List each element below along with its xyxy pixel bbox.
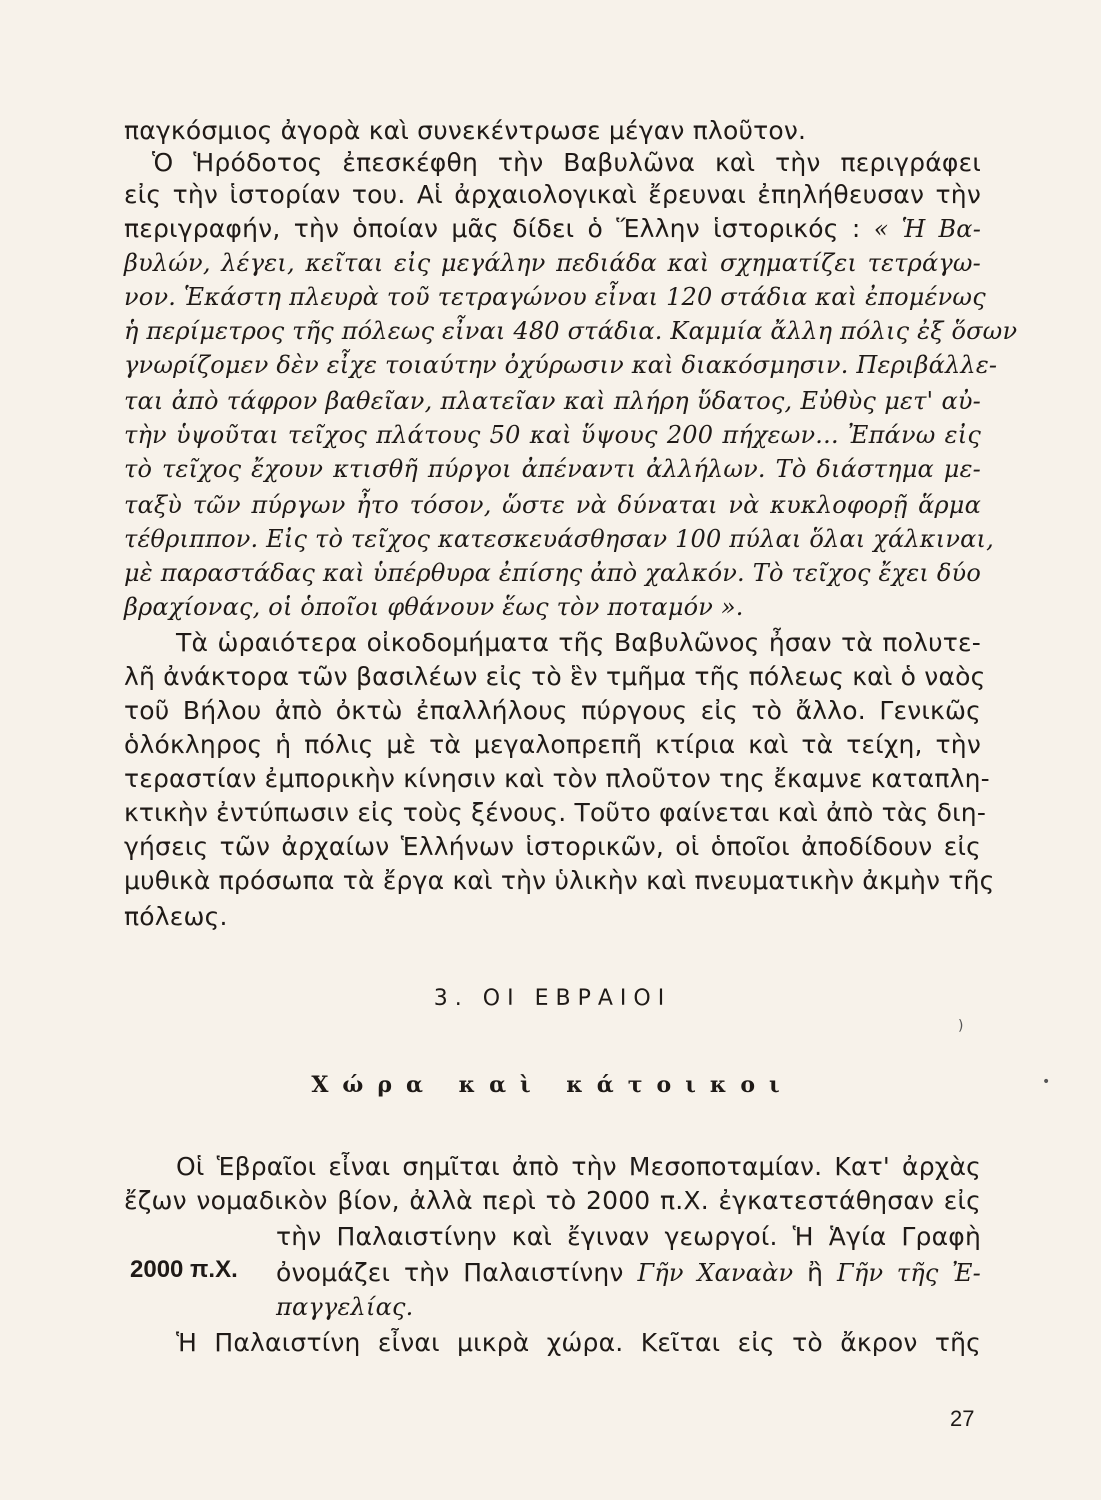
quote-line: τέθριππον. Εἰς τὸ τεῖχος κατεσκευάσθησαν 100 πύλαι ὅλαι χάλκιναι, bbox=[124, 525, 994, 553]
quote-line: τὴν ὑψοῦται τεῖχος πλάτους 50 καὶ ὕψους 200 πήχεων... Ἐπάνω εἰς bbox=[124, 421, 981, 449]
italic-term: Γῆν τῆς Ἐ- bbox=[837, 1259, 981, 1287]
text-line: εἰς τὴν ἱστορίαν του. Αἱ ἀρχαιολογικαὶ ἔρευναι ἐπηλήθευσαν τὴν bbox=[124, 180, 981, 209]
section-title: 3. ΟΙ ΕΒΡΑΙΟΙ bbox=[433, 986, 672, 1011]
quote-line: νον. Ἑκάστη πλευρὰ τοῦ τετραγώνου εἶναι 120 στάδια καὶ ἐπομένως bbox=[124, 283, 986, 311]
text-line: πόλεως. bbox=[124, 902, 228, 931]
text-line: παγκόσμιος ἀγορὰ καὶ συνεκέντρωσε μέγαν πλοῦτον. bbox=[124, 116, 807, 145]
text-line bbox=[276, 1256, 981, 1290]
text-line bbox=[124, 212, 981, 246]
quote-line: ἡ περίμετρος τῆς πόλεως εἶναι 480 στάδια. Καμμία ἄλλη πόλις ἐξ ὅσων bbox=[124, 317, 1018, 345]
text-segment: ἢ bbox=[807, 1258, 824, 1287]
italic-term: παγγελίας. bbox=[276, 1293, 414, 1321]
text-line: γήσεις τῶν ἀρχαίων Ἑλλήνων ἱστορικῶν, οἱ ὁποῖοι ἀποδίδουν εἰς bbox=[124, 832, 981, 861]
quote-line: ταξὺ τῶν πύργων ἦτο τόσον, ὥστε νὰ δύναται νὰ κυκλοφορῇ ἅρμα bbox=[124, 491, 981, 519]
section-subtitle: Χώρα καὶ κάτοικοι bbox=[311, 1072, 794, 1098]
text-line: Τὰ ὡραιότερα οἰκοδομήματα τῆς Βαβυλῶνος ἦσαν τὰ πολυτε- bbox=[176, 628, 981, 657]
text-line: τεραστίαν ἐμπορικὴν κίνησιν καὶ τὸν πλοῦτον της ἔκαμνε καταπλη- bbox=[124, 764, 990, 793]
quote-start: « Ἡ Βα- bbox=[873, 215, 982, 243]
text-segment: περιγραφήν, τὴν ὁποίαν μᾶς δίδει ὁ Ἕλλην ἱστορικός : bbox=[124, 214, 861, 243]
print-mark: • bbox=[1042, 1074, 1051, 1090]
quote-line: βραχίονας, οἱ ὁποῖοι φθάνουν ἕως τὸν ποταμόν ». bbox=[124, 593, 744, 621]
text-line: λῆ ἀνάκτορα τῶν βασιλέων εἰς τὸ ἓν τμῆμα τῆς πόλεως καὶ ὁ ναὸς bbox=[124, 662, 986, 691]
text-line: τὴν Παλαιστίνην καὶ ἔγιναν γεωργοί. Ἡ Ἁγία Γραφὴ bbox=[276, 1222, 981, 1251]
quote-line: μὲ παραστάδας καὶ ὑπέρθυρα ἐπίσης ἀπὸ χαλκόν. Τὸ τεῖχος ἔχει δύο bbox=[124, 559, 981, 587]
page-number: 27 bbox=[950, 1406, 975, 1431]
text-segment: ὀνομάζει τὴν Παλαιστίνην bbox=[276, 1258, 624, 1287]
margin-date: 2000 π.Χ. bbox=[130, 1256, 238, 1283]
text-line: μυθικὰ πρόσωπα τὰ ἔργα καὶ τὴν ὑλικὴν καὶ πνευματικὴν ἀκμὴν τῆς bbox=[124, 866, 995, 895]
text-line: Ὁ Ἡρόδοτος ἐπεσκέφθη τὴν Βαβυλῶνα καὶ τὴν περιγράφει bbox=[152, 148, 981, 177]
quote-line: ται ἀπὸ τάφρον βαθεῖαν, πλατεῖαν καὶ πλήρη ὕδατος, Εὐθὺς μετ' αὐ- bbox=[124, 387, 981, 415]
text-line: Οἱ Ἑβραῖοι εἶναι σημῖται ἀπὸ τὴν Μεσοποταμίαν. Κατ' ἀρχὰς bbox=[176, 1152, 981, 1181]
quote-line: τὸ τεῖχος ἔχουν κτισθῆ πύργοι ἀπέναντι ἀλλήλων. Τὸ διάστημα με- bbox=[124, 455, 981, 483]
text-line: ἔζων νομαδικὸν βίον, ἀλλὰ περὶ τὸ 2000 π.Χ. ἐγκατεστάθησαν εἰς bbox=[124, 1186, 981, 1215]
quote-line: βυλών, λέγει, κεῖται εἰς μεγάλην πεδιάδα καὶ σχηματίζει τετράγω- bbox=[124, 249, 981, 277]
text-line: ὁλόκληρος ἡ πόλις μὲ τὰ μεγαλοπρεπῆ κτίρια καὶ τὰ τείχη, τὴν bbox=[124, 730, 981, 759]
italic-term: Γῆν Χαναὰν bbox=[637, 1259, 794, 1287]
quote-line: γνωρίζομεν δὲν εἶχε τοιαύτην ὀχύρωσιν καὶ διακόσμησιν. Περιβάλλε- bbox=[124, 351, 998, 379]
print-mark: ) bbox=[958, 1018, 964, 1034]
text-line: τοῦ Βήλου ἀπὸ ὀκτὼ ἐπαλλήλους πύργους εἰς τὸ ἄλλο. Γενικῶς bbox=[124, 696, 981, 725]
text-line: Ἡ Παλαιστίνη εἶναι μικρὰ χώρα. Κεῖται εἰς τὸ ἄκρον τῆς bbox=[176, 1328, 981, 1357]
text-line: κτικὴν ἐντύπωσιν εἰς τοὺς ξένους. Τοῦτο φαίνεται καὶ ἀπὸ τὰς διη- bbox=[124, 798, 987, 827]
